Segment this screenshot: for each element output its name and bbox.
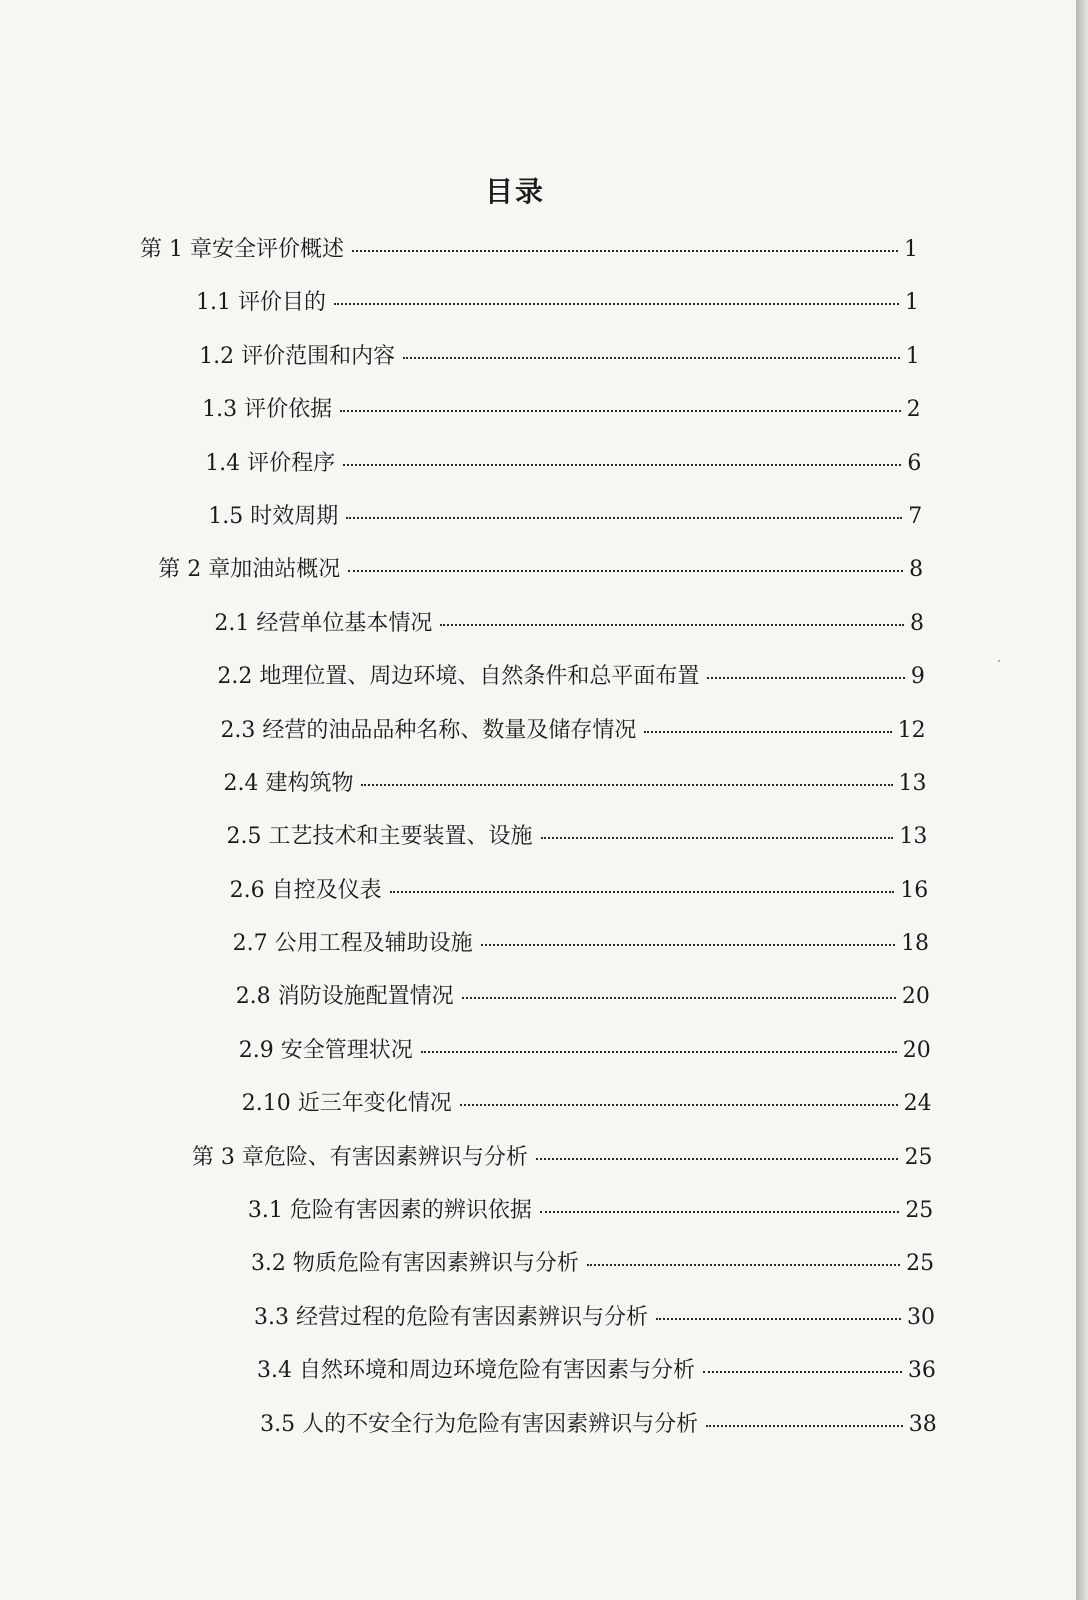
toc-section-entry[interactable]	[0, 659, 1076, 712]
toc-section-entry[interactable]	[0, 446, 1076, 499]
toc-leader-dots	[656, 1318, 901, 1320]
toc-section-entry[interactable]	[0, 1353, 1076, 1406]
toc-entry-text: 2.3 经营的油品品种名称、数量及储存情况	[220, 717, 637, 743]
toc-page-number: 12	[897, 717, 926, 743]
toc-entry-text: 第 3 章危险、有害因素辨识与分析	[191, 1144, 528, 1170]
toc-section-entry[interactable]	[0, 1300, 1076, 1353]
toc-leader-dots	[481, 944, 895, 946]
toc-page-number: 36	[907, 1358, 936, 1384]
toc-entry-text: 2.10 近三年变化情况	[241, 1091, 452, 1117]
toc-page-number: 25	[906, 1251, 935, 1277]
toc-leader-dots	[340, 410, 900, 412]
toc-section-entry[interactable]	[0, 819, 1076, 872]
toc-page-number: 8	[909, 610, 924, 636]
toc-leader-dots	[403, 357, 900, 359]
toc-page-number: 2	[906, 397, 921, 423]
toc-entry-text: 2.6 自控及仪表	[229, 877, 382, 903]
toc-section-entry[interactable]	[0, 926, 1076, 979]
toc-entry-text: 第 1 章安全评价概述	[140, 237, 344, 262]
toc-entry-text: 2.2 地理位置、周边环境、自然条件和总平面布置	[217, 664, 700, 690]
toc-page-number: 13	[899, 824, 928, 850]
toc-page-number: 18	[901, 931, 930, 957]
toc-leader-dots	[361, 784, 892, 786]
toc-section-entry[interactable]	[0, 979, 1076, 1032]
toc-page-number: 1	[905, 343, 920, 369]
toc-entry-text: 3.4 自然环境和周边环境危险有害因素与分析	[257, 1358, 696, 1384]
toc-page-number: 38	[908, 1411, 937, 1437]
toc-entry-text: 1.1 评价目的	[196, 290, 327, 316]
toc-section-entry[interactable]	[0, 873, 1076, 926]
toc-entry-text: 2.4 建构筑物	[223, 770, 354, 796]
toc-entry-text: 3.3 经营过程的危险有害因素辨识与分析	[254, 1304, 648, 1330]
toc-page-number: 20	[901, 984, 930, 1010]
toc-leader-dots	[462, 997, 896, 999]
toc-leader-dots	[540, 1211, 899, 1213]
toc-leader-dots	[440, 624, 904, 626]
toc-chapter-entry[interactable]	[0, 232, 1076, 285]
toc-leader-dots	[587, 1264, 900, 1266]
toc-section-entry[interactable]	[0, 1033, 1076, 1086]
toc-leader-dots	[460, 1104, 898, 1106]
toc-entry-text: 3.1 危险有害因素的辨识依据	[247, 1198, 532, 1224]
toc-leader-dots	[334, 303, 899, 305]
toc-chapter-entry[interactable]	[0, 1140, 1076, 1193]
toc-leader-dots	[707, 677, 904, 679]
toc-page-number: 20	[902, 1037, 931, 1063]
toc-entry-text: 第 2 章加油站概况	[158, 557, 341, 583]
toc-entry-text: 1.2 评价范围和内容	[199, 343, 396, 369]
toc-list	[0, 232, 1076, 1460]
toc-leader-dots	[390, 891, 895, 893]
toc-entry-text: 1.3 评价依据	[202, 397, 333, 423]
toc-page-number: 7	[908, 503, 923, 529]
toc-chapter-entry[interactable]	[0, 552, 1076, 605]
toc-leader-dots	[421, 1051, 897, 1053]
page-edge	[1076, 0, 1088, 1600]
toc-title: 目录	[484, 175, 545, 208]
toc-entry-text: 3.5 人的不安全行为危险有害因素辨识与分析	[260, 1411, 699, 1437]
toc-page-number: 9	[910, 664, 925, 690]
toc-page-number: 30	[907, 1304, 935, 1330]
toc-entry-text: 2.5 工艺技术和主要装置、设施	[226, 824, 533, 850]
toc-leader-dots	[541, 837, 894, 839]
toc-section-entry[interactable]	[0, 392, 1076, 445]
toc-section-entry[interactable]	[0, 1193, 1076, 1246]
toc-entry-text: 1.5 时效周期	[208, 503, 339, 529]
toc-page-number: 1	[904, 290, 919, 316]
toc-leader-dots	[536, 1158, 899, 1160]
toc-section-entry[interactable]	[0, 339, 1076, 392]
toc-leader-dots	[644, 731, 891, 733]
toc-section-entry[interactable]	[0, 713, 1076, 766]
toc-entry-text: 2.8 消防设施配置情况	[235, 984, 454, 1010]
toc-page-number: 8	[909, 557, 924, 583]
toc-section-entry[interactable]	[0, 1407, 1076, 1460]
toc-leader-dots	[343, 464, 901, 466]
scan-speck	[998, 660, 1000, 662]
toc-entry-text: 2.1 经营单位基本情况	[214, 610, 433, 636]
toc-page-number: 6	[907, 450, 922, 476]
toc-leader-dots	[352, 250, 898, 252]
toc-section-entry[interactable]	[0, 1246, 1076, 1299]
toc-section-entry[interactable]	[0, 606, 1076, 659]
toc-page-number: 1	[904, 237, 918, 262]
toc-entry-text: 3.2 物质危险有害因素辨识与分析	[250, 1251, 579, 1277]
toc-section-entry[interactable]	[0, 766, 1076, 819]
toc-leader-dots	[348, 570, 903, 572]
toc-entry-text: 1.4 评价程序	[205, 450, 336, 476]
toc-page-number: 13	[898, 770, 927, 796]
toc-section-entry[interactable]	[0, 1086, 1076, 1139]
toc-section-entry[interactable]	[0, 285, 1076, 338]
toc-entry-text: 2.9 安全管理状况	[238, 1037, 413, 1063]
toc-page-number: 25	[905, 1198, 934, 1224]
toc-leader-dots	[706, 1425, 903, 1427]
toc-page-number: 24	[903, 1091, 932, 1117]
toc-page-number: 25	[904, 1144, 933, 1170]
toc-entry-text: 2.7 公用工程及辅助设施	[232, 931, 473, 957]
toc-leader-dots	[703, 1371, 902, 1373]
toc-section-entry[interactable]	[0, 499, 1076, 552]
toc-page-number: 16	[900, 877, 929, 903]
toc-leader-dots	[346, 517, 902, 519]
